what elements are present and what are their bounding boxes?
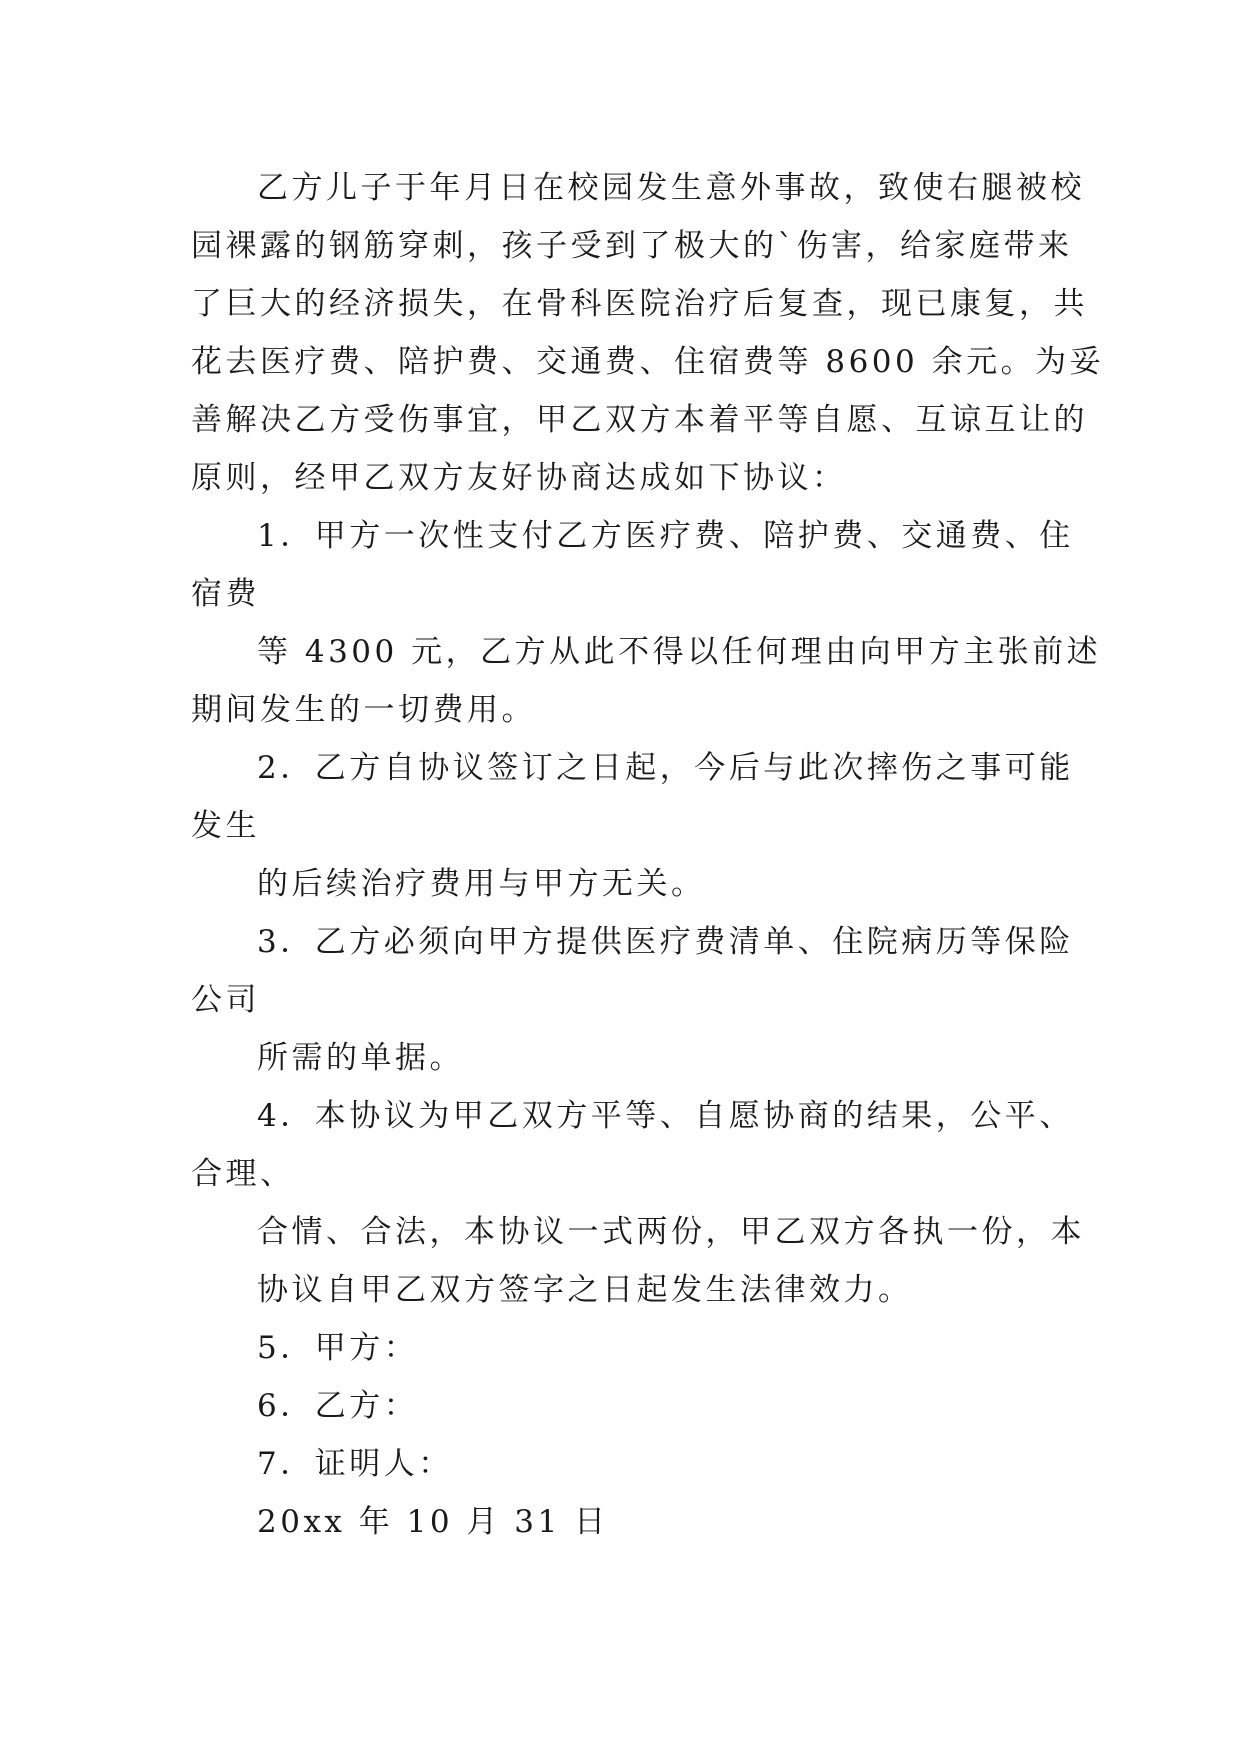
text-line: 的后续治疗费用与甲方无关。 [257,866,706,902]
date-line: 20xx 年 10 月 31 日 [257,1504,609,1540]
text-line: 期间发生的一切费用。 [191,692,536,728]
text-line: 公司 [191,982,260,1018]
text-line: 合情、合法，本协议一式两份，甲乙双方各执一份，本 [257,1214,1085,1250]
text-line: 5．甲方： [257,1330,419,1366]
text-line: 6．乙方： [257,1388,419,1424]
text-line: 4．本协议为甲乙双方平等、自愿协商的结果，公平、 [257,1098,1074,1134]
text-line: 2．乙方自协议签订之日起，今后与此次摔伤之事可能 [257,750,1074,786]
text-line: 7．证明人： [257,1446,453,1482]
text-line: 3．乙方必须向甲方提供医疗费清单、住院病历等保险 [257,924,1074,960]
text-line: 花去医疗费、陪护费、交通费、住宿费等 8600 余元。为妥 [191,344,1105,380]
text-line: 合理、 [191,1156,295,1192]
text-line: 发生 [191,808,260,844]
text-line: 所需的单据。 [257,1040,464,1076]
text-line: 原则，经甲乙双方友好协商达成如下协议： [191,460,847,496]
text-line: 等 4300 元，乙方从此不得以任何理由向甲方主张前述 [257,634,1102,670]
text-line: 了巨大的经济损失，在骨科医院治疗后复查，现已康复，共 [191,286,1088,322]
text-line: 宿费 [191,576,260,612]
text-line: 善解决乙方受伤事宜，甲乙双方本着平等自愿、互谅互让的 [191,402,1088,438]
text-line: 园裸露的钢筋穿刺，孩子受到了极大的`伤害，给家庭带来 [191,228,1073,264]
text-line: 1．甲方一次性支付乙方医疗费、陪护费、交通费、住 [257,518,1074,554]
text-line: 协议自甲乙双方签字之日起发生法律效力。 [257,1272,913,1308]
text-line: 乙方儿子于年月日在校园发生意外事故，致使右腿被校 [257,170,1085,206]
